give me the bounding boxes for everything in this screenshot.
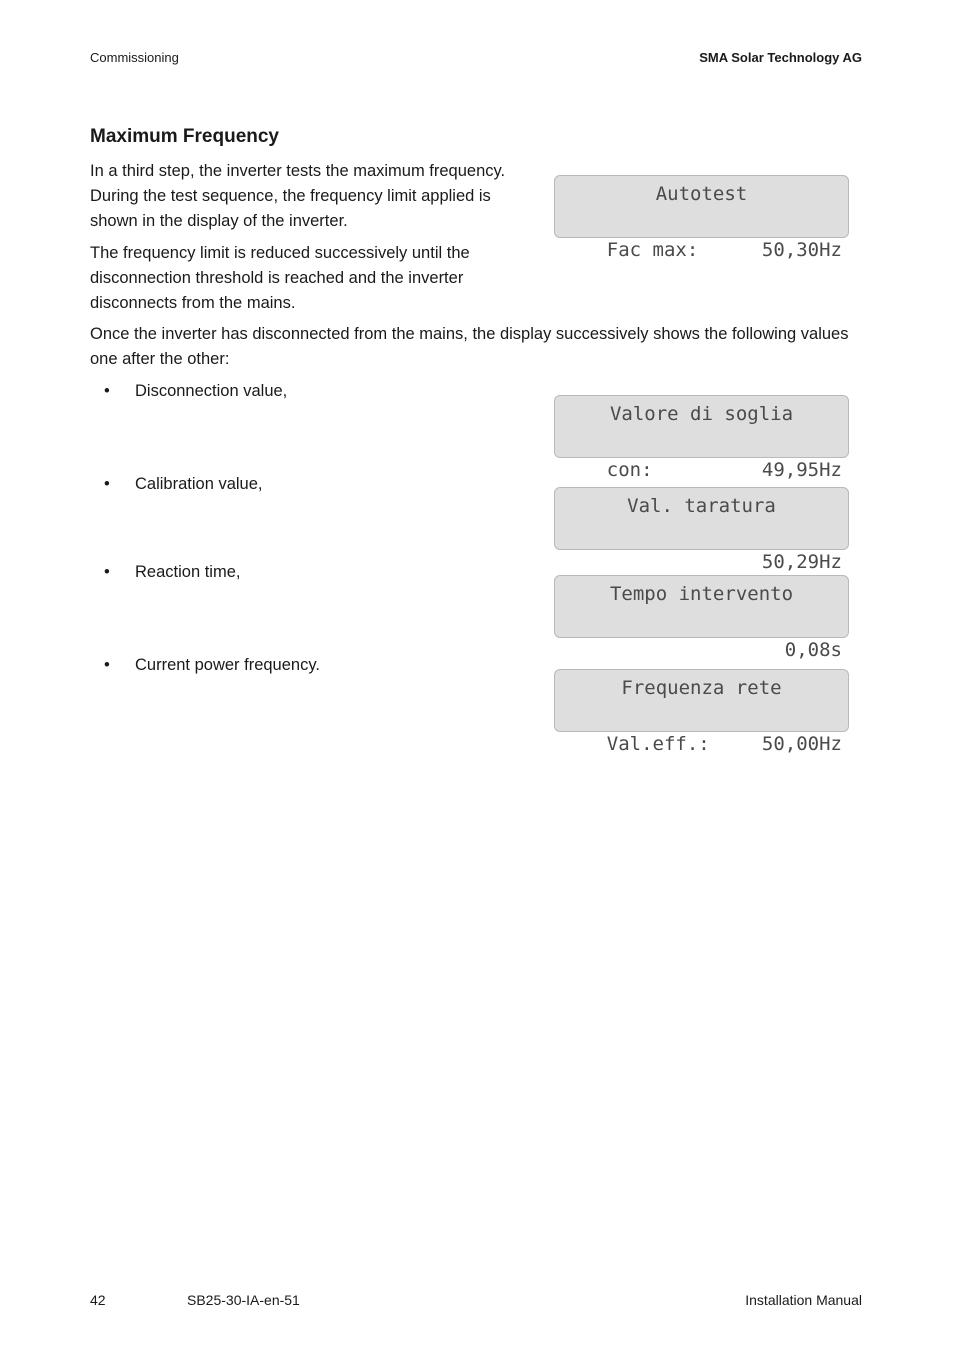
lcd-line-1: Tempo intervento — [609, 583, 794, 605]
lcd-line-2 — [561, 431, 842, 481]
lcd-line-1: Val. taratura — [627, 495, 776, 517]
lcd-line-2 — [561, 211, 842, 261]
lcd-value: 0,08s — [784, 639, 842, 661]
lcd-value: 50,30Hz — [761, 239, 842, 261]
paragraph-intro: In a third step, the inverter tests the maximum frequency. During the test sequence, the frequency limit applied is shown in the display of the inverter. — [90, 162, 506, 230]
document-code: SB25-30-IA-en-51 — [187, 1292, 300, 1308]
lcd-label: Fac max: — [606, 239, 699, 261]
document-type: Installation Manual — [745, 1292, 862, 1308]
list-item-power-frequency — [104, 653, 320, 678]
lcd-value: 50,00Hz — [761, 733, 842, 755]
bullet-marker: • — [104, 563, 110, 581]
bullet-marker: • — [104, 382, 110, 400]
lcd-line-1: Frequenza rete — [621, 677, 782, 699]
header-section: Commissioning — [90, 50, 179, 65]
lcd-line-1: Autotest — [655, 183, 748, 205]
bullet-marker: • — [104, 475, 110, 493]
lcd-display-autotest — [554, 175, 849, 261]
header-company: SMA Solar Technology AG — [699, 50, 862, 65]
list-item-label: Calibration value, — [135, 475, 263, 493]
list-item-label: Disconnection value, — [135, 382, 288, 400]
list-item-label: Reaction time, — [135, 563, 241, 581]
lcd-line-2 — [561, 705, 842, 755]
lcd-label: con: — [606, 459, 653, 481]
lcd-line-1: Valore di soglia — [609, 403, 794, 425]
list-item-disconnection — [104, 379, 287, 404]
paragraph-reduction: The frequency limit is reduced successively until the disconnection threshold is reached and the inverter disconnects from the mains. — [90, 244, 470, 312]
lcd-value: 50,29Hz — [761, 551, 842, 573]
lcd-display-disconnection-value — [554, 395, 849, 481]
lcd-line-2 — [561, 611, 842, 661]
page-number: 42 — [90, 1292, 106, 1308]
lcd-display-reaction-time — [554, 575, 849, 661]
lcd-value: 49,95Hz — [761, 459, 842, 481]
list-item-label: Current power frequency. — [135, 656, 320, 674]
bullet-marker: • — [104, 656, 110, 674]
lcd-label: Val.eff.: — [606, 733, 710, 755]
lcd-line-2 — [561, 523, 842, 573]
section-title: Maximum Frequency — [90, 126, 279, 147]
list-item-reaction-time — [104, 560, 240, 585]
paragraph-sequence: Once the inverter has disconnected from the mains, the display successively shows the following values one after the other: — [90, 325, 849, 368]
list-item-calibration — [104, 472, 263, 497]
lcd-display-power-frequency — [554, 669, 849, 755]
lcd-display-calibration-value — [554, 487, 849, 573]
